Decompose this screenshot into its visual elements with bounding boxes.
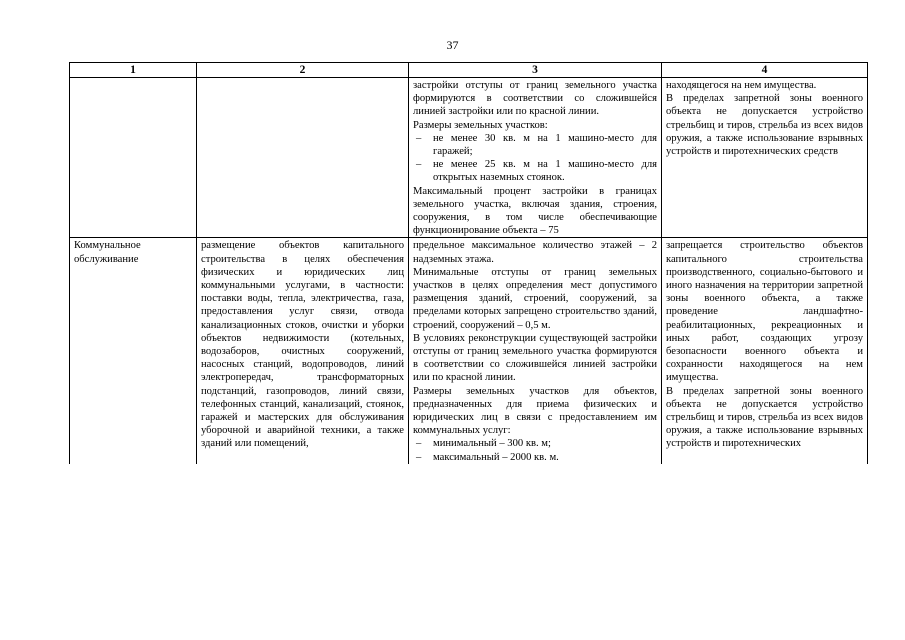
dash-list-item bbox=[413, 132, 657, 158]
regulations-table bbox=[69, 62, 868, 464]
dash-list-text: не менее 30 кв. м на 1 машино-место для гаражей; bbox=[433, 132, 657, 158]
row-b-restriction-paragraph: запрещается строительство объектов капитального строительства производственного, социально-бытового и иного назначения на территории запретной зоны военного объекта, а также проведение ландшафтно-реабилитационных, рекреационных и иных работ, создающих угрозу безопасности военного объекта и сохранности находящегося на нем имущества. bbox=[666, 240, 863, 384]
column-header-2: 2 bbox=[197, 63, 409, 78]
dash-list-text: максимальный – 2000 кв. м. bbox=[433, 451, 559, 463]
dash-list-item bbox=[413, 437, 657, 450]
row-a-use-type bbox=[70, 78, 197, 238]
table-row bbox=[70, 238, 868, 464]
dash-list-text: минимальный – 300 кв. м; bbox=[433, 438, 551, 450]
use-type-label: Коммунальное обслуживание bbox=[74, 240, 141, 265]
row-b-param-paragraph: Размеры земельных участков для объектов, предназначенных для приема физических и юридических лиц в связи с предоставлением им коммунальных услуг: bbox=[413, 385, 657, 437]
row-a-param-paragraph: Размеры земельных участков: bbox=[413, 119, 548, 131]
row-b-param-paragraph: Минимальные отступы от границ земельных участков в целях определения мест допустимого размещения зданий, строений, сооружений, за пределами которых запрещено строительство зданий, строений, сооружений – 0,5 м. bbox=[413, 266, 657, 331]
row-b-param-paragraph: В условиях реконструкции существующей застройки отступы от границ земельного участка формируются в соответствии со сложившейся линией застройки или по красной линии. bbox=[413, 332, 657, 384]
page-number: 37 bbox=[446, 38, 459, 52]
dash-list-text: не менее 25 кв. м на 1 машино-место для открытых наземных стоянок. bbox=[433, 159, 657, 184]
row-a-param-paragraph: застройки отступы от границ земельного участка формируются в соответствии со сложившейся линией застройки или по красной линии. bbox=[413, 80, 657, 118]
table-header-row bbox=[70, 63, 868, 78]
row-b-restriction-paragraph: В пределах запретной зоны военного объекта не допускается устройство стрельбищ и тиров, стрельба из всех видов оружия, а также использование взрывных устройств и пиротехнических bbox=[666, 385, 863, 450]
dash-marker: – bbox=[416, 159, 422, 171]
dash-marker: – bbox=[416, 438, 422, 450]
row-a-parameters bbox=[409, 78, 662, 238]
dash-list-item bbox=[413, 158, 657, 184]
row-a-description bbox=[197, 78, 409, 238]
row-a-restriction-paragraph: находящегося на нем имущества. bbox=[666, 80, 817, 91]
row-b-use-type bbox=[70, 238, 197, 464]
row-a-restrictions bbox=[662, 78, 868, 238]
column-header-1: 1 bbox=[70, 63, 197, 78]
row-b-restrictions bbox=[662, 238, 868, 464]
row-a-restriction-paragraph: В пределах запретной зоны военного объекта не допускается устройство стрельбищ и тиров, стрельба из всех видов оружия, а также использование взрывных устройств и пиротехнических средств bbox=[666, 93, 863, 158]
dash-marker: – bbox=[416, 451, 422, 463]
row-b-param-paragraph: предельное максимальное количество этажей – 2 надземных этажа. bbox=[413, 240, 657, 265]
column-header-4: 4 bbox=[662, 63, 868, 78]
row-b-parameters bbox=[409, 238, 662, 464]
dash-list-item bbox=[413, 451, 657, 464]
dash-marker: – bbox=[416, 132, 422, 144]
table-row bbox=[70, 78, 868, 238]
column-header-3: 3 bbox=[409, 63, 662, 78]
row-b-description bbox=[197, 238, 409, 464]
use-description-text: размещение объектов капитального строительства в целях обеспечения физических и юридических лиц коммунальными услугами, в частности: поставки воды, тепла, электричества, газа, предоставления услуг связи, отвода канализационных стоков, очистки и уборки объектов недвижимости (котельных, водозаборов, очистных сооружений, насосных станций, водопроводов, линий электропередач, трансформаторных подстанций, газопроводов, линий связи, телефонных станций, канализаций, стоянок, гаражей и мастерских для обслуживания уборочной и аварийной техники, а также зданий или помещений, bbox=[201, 240, 404, 450]
row-a-param-paragraph: Максимальный процент застройки в границах земельного участка, включая здания, строения, сооружения, в том числе обеспечивающие функционирование объекта – 75 bbox=[413, 185, 657, 237]
